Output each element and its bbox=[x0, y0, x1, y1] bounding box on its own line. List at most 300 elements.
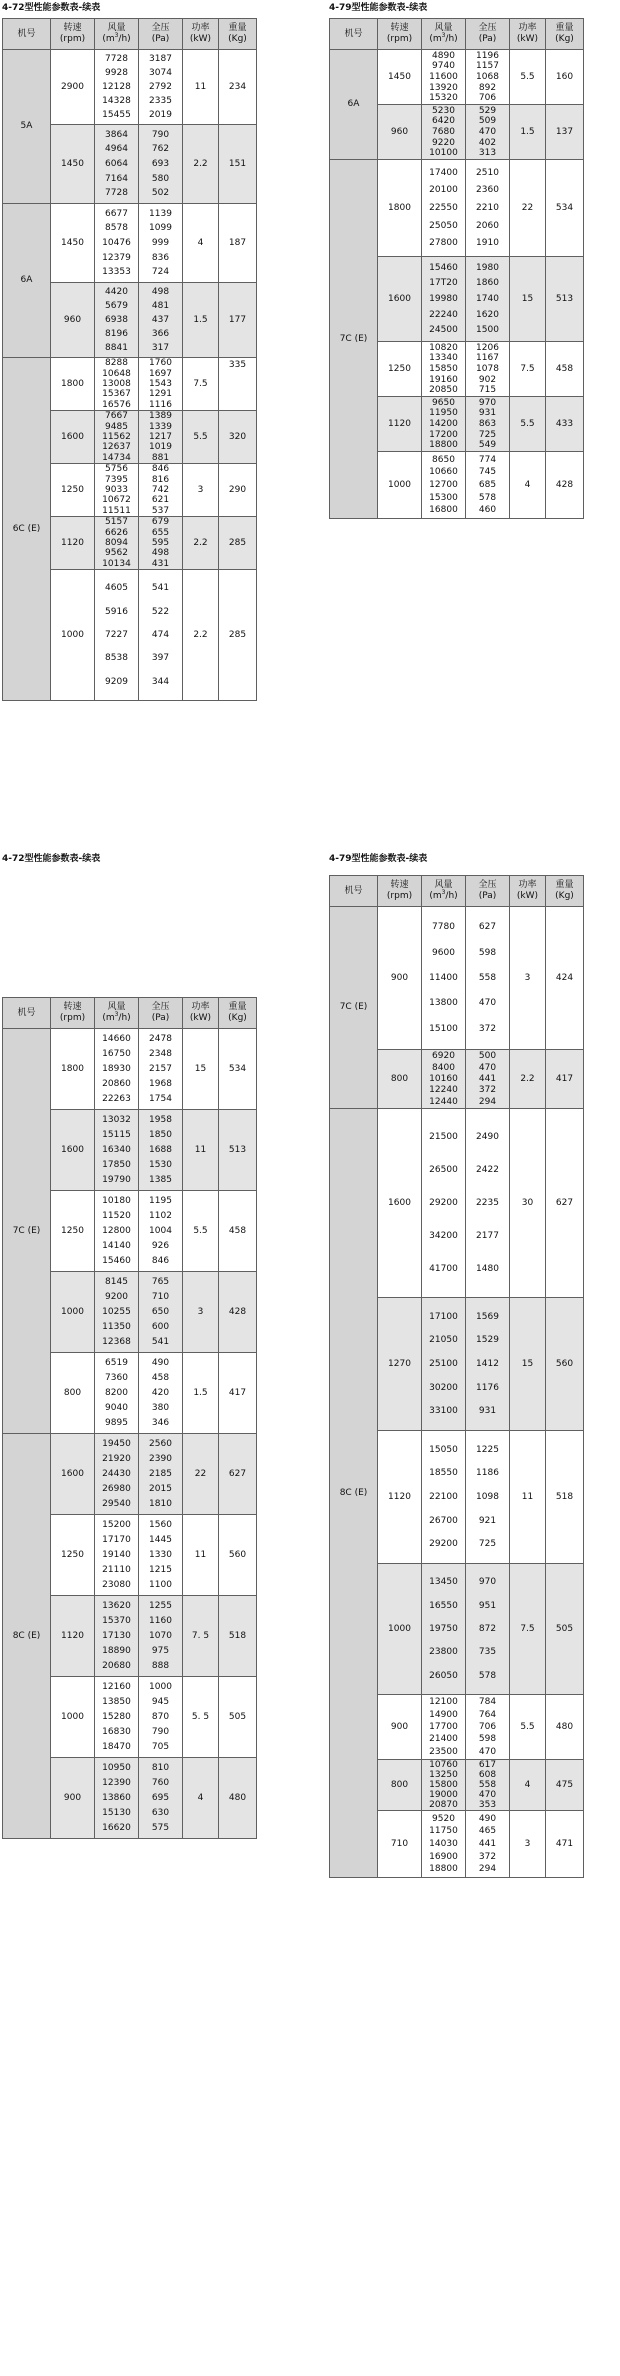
panel-4-79-top bbox=[329, 2, 584, 519]
model-cell: 7C (E) bbox=[3, 1029, 51, 1434]
pressure-value: 1206 bbox=[476, 342, 499, 353]
pressure-cell bbox=[139, 50, 183, 125]
header-power bbox=[510, 876, 546, 907]
weight-cell: 187 bbox=[219, 204, 257, 283]
header-row bbox=[330, 19, 584, 50]
pressure-value: 1160 bbox=[149, 1616, 172, 1626]
header-label: 全压 bbox=[151, 23, 170, 33]
header-flow bbox=[422, 19, 466, 50]
power-cell: 4 bbox=[510, 452, 546, 519]
pressure-value: 366 bbox=[151, 329, 170, 339]
pressure-values bbox=[139, 1677, 182, 1757]
flow-cell bbox=[422, 1760, 466, 1811]
header-unit: (Kg) bbox=[555, 34, 574, 44]
pressure-value: 921 bbox=[478, 1515, 497, 1526]
panel-title: 4-72型性能参数表-续表 bbox=[2, 3, 101, 13]
flow-value: 15460 bbox=[102, 1256, 131, 1266]
header-unit: /h) bbox=[118, 34, 131, 44]
speed-row bbox=[330, 1109, 584, 1298]
flow-value: 17200 bbox=[429, 429, 458, 440]
pressure-values bbox=[466, 50, 509, 104]
flow-cell bbox=[95, 283, 139, 358]
pressure-value: 945 bbox=[151, 1697, 170, 1707]
pressure-value: 458 bbox=[151, 1373, 170, 1383]
pressure-value: 1139 bbox=[149, 208, 172, 219]
flow-value: 17130 bbox=[102, 1631, 131, 1641]
pressure-cell bbox=[139, 1596, 183, 1677]
pressure-value: 706 bbox=[478, 1721, 497, 1732]
flow-value: 10660 bbox=[429, 467, 458, 478]
pressure-values bbox=[466, 1564, 509, 1694]
pressure-values bbox=[139, 1515, 182, 1595]
flow-values bbox=[95, 204, 138, 282]
weight-cell: 417 bbox=[546, 1050, 584, 1109]
model-cell: 6C (E) bbox=[3, 358, 51, 701]
pressure-value: 846 bbox=[151, 464, 170, 475]
flow-value: 9895 bbox=[105, 1418, 128, 1428]
flow-value: 15460 bbox=[429, 262, 458, 273]
flow-value: 10672 bbox=[102, 495, 131, 506]
flow-value: 23500 bbox=[429, 1746, 458, 1757]
pressure-value: 679 bbox=[151, 517, 170, 528]
flow-value: 18890 bbox=[102, 1646, 131, 1656]
weight-cell: 177 bbox=[219, 283, 257, 358]
flow-value: 14140 bbox=[102, 1241, 131, 1251]
pressure-value: 790 bbox=[151, 129, 170, 140]
flow-value: 7395 bbox=[105, 474, 128, 485]
flow-value: 15100 bbox=[429, 1023, 458, 1034]
flow-value: 9740 bbox=[432, 61, 455, 72]
speed-cell: 800 bbox=[378, 1050, 422, 1109]
header-unit: /h) bbox=[445, 891, 458, 901]
pressure-value: 541 bbox=[151, 583, 170, 594]
pressure-value: 2060 bbox=[476, 220, 499, 231]
pressure-values bbox=[466, 1760, 509, 1810]
pressure-value: 655 bbox=[151, 527, 170, 538]
speed-cell: 1000 bbox=[378, 1564, 422, 1695]
pressure-values bbox=[466, 1695, 509, 1759]
flow-value: 15280 bbox=[102, 1712, 131, 1722]
header-pressure bbox=[466, 19, 510, 50]
pressure-value: 470 bbox=[478, 1746, 497, 1757]
pressure-value: 420 bbox=[151, 1388, 170, 1398]
pressure-value: 465 bbox=[478, 1826, 497, 1837]
pressure-value: 509 bbox=[478, 116, 497, 127]
flow-value: 10100 bbox=[429, 148, 458, 159]
flow-value: 14734 bbox=[102, 452, 131, 463]
weight-cell: 627 bbox=[546, 1109, 584, 1298]
pressure-value: 2210 bbox=[476, 202, 499, 213]
flow-value: 25100 bbox=[429, 1358, 458, 1369]
pressure-values bbox=[139, 464, 182, 516]
weight-cell: 505 bbox=[546, 1564, 584, 1695]
power-cell: 7.5 bbox=[183, 358, 219, 411]
pressure-value: 1217 bbox=[149, 431, 172, 442]
speed-cell: 1600 bbox=[51, 411, 95, 464]
flow-value: 11350 bbox=[102, 1322, 131, 1332]
pressure-cell bbox=[139, 204, 183, 283]
flow-values bbox=[95, 283, 138, 357]
pressure-value: 627 bbox=[478, 922, 497, 933]
pressure-value: 1620 bbox=[476, 309, 499, 320]
flow-value: 5916 bbox=[105, 606, 128, 617]
pressure-value: 892 bbox=[478, 82, 497, 93]
flow-value: 11600 bbox=[429, 71, 458, 82]
speed-cell: 1250 bbox=[51, 1515, 95, 1596]
pressure-value: 1196 bbox=[476, 50, 499, 61]
pressure-value: 735 bbox=[478, 1647, 497, 1658]
pressure-cell bbox=[466, 1695, 510, 1760]
power-cell: 5.5 bbox=[510, 1695, 546, 1760]
model-cell: 7C (E) bbox=[330, 160, 378, 519]
pressure-values bbox=[139, 1353, 182, 1433]
pressure-value: 490 bbox=[151, 1358, 170, 1368]
power-cell: 2.2 bbox=[183, 125, 219, 204]
speed-cell: 1000 bbox=[51, 1272, 95, 1353]
flow-values bbox=[422, 1811, 465, 1877]
pressure-value: 1500 bbox=[476, 325, 499, 336]
flow-values bbox=[422, 1564, 465, 1694]
flow-value: 5679 bbox=[105, 301, 128, 311]
pressure-cell bbox=[466, 1298, 510, 1431]
flow-values bbox=[422, 257, 465, 341]
pressure-value: 2510 bbox=[476, 167, 499, 178]
power-cell: 15 bbox=[183, 1029, 219, 1110]
flow-values bbox=[95, 125, 138, 203]
speed-cell: 1800 bbox=[51, 1029, 95, 1110]
pressure-value: 2422 bbox=[476, 1165, 499, 1175]
flow-values bbox=[95, 517, 138, 569]
flow-value: 13850 bbox=[102, 1697, 131, 1707]
header-model bbox=[3, 19, 51, 50]
flow-values bbox=[95, 358, 138, 410]
pressure-value: 470 bbox=[478, 998, 497, 1009]
power-cell: 1.5 bbox=[183, 1353, 219, 1434]
flow-value: 7164 bbox=[105, 173, 128, 184]
header-unit: (Kg) bbox=[228, 1013, 247, 1023]
header-row bbox=[330, 876, 584, 907]
flow-value: 6519 bbox=[105, 1358, 128, 1368]
pressure-value: 1850 bbox=[149, 1130, 172, 1140]
pressure-value: 2390 bbox=[149, 1454, 172, 1464]
flow-value: 26980 bbox=[102, 1484, 131, 1494]
flow-value: 21110 bbox=[102, 1565, 131, 1575]
header-label: 全压 bbox=[478, 880, 497, 890]
flow-value: 23800 bbox=[429, 1647, 458, 1658]
flow-value: 29200 bbox=[429, 1539, 458, 1550]
pressure-value: 2360 bbox=[476, 185, 499, 196]
pressure-cell bbox=[466, 907, 510, 1050]
panel-4-79-bottom bbox=[329, 853, 584, 1878]
pressure-value: 1412 bbox=[476, 1358, 499, 1369]
header-unit: (Pa) bbox=[151, 34, 170, 44]
flow-value: 10950 bbox=[102, 1763, 131, 1773]
flow-cell bbox=[95, 1110, 139, 1191]
pressure-value: 470 bbox=[478, 1062, 497, 1073]
flow-value: 22550 bbox=[429, 202, 458, 213]
flow-value: 12240 bbox=[429, 1085, 458, 1096]
power-cell: 1.5 bbox=[183, 283, 219, 358]
header-label: 功率 bbox=[191, 23, 210, 33]
header-pressure bbox=[139, 998, 183, 1029]
speed-row bbox=[3, 358, 257, 411]
pressure-value: 1910 bbox=[476, 238, 499, 249]
pressure-values bbox=[466, 160, 509, 256]
pressure-values bbox=[139, 1029, 182, 1109]
pressure-value: 725 bbox=[478, 1539, 497, 1550]
flow-value: 11511 bbox=[102, 505, 131, 516]
flow-value: 9928 bbox=[105, 68, 128, 78]
flow-value: 10134 bbox=[102, 558, 131, 569]
pressure-value: 745 bbox=[478, 467, 497, 478]
header-speed bbox=[51, 998, 95, 1029]
pressure-value: 1385 bbox=[149, 1175, 172, 1185]
flow-value: 13032 bbox=[102, 1115, 131, 1125]
speed-cell: 960 bbox=[378, 105, 422, 160]
flow-values bbox=[95, 1758, 138, 1838]
flow-value: 13008 bbox=[102, 378, 131, 389]
flow-value: 19980 bbox=[429, 293, 458, 304]
flow-values bbox=[422, 1431, 465, 1563]
flow-value: 11520 bbox=[102, 1211, 131, 1221]
flow-value: 12390 bbox=[102, 1778, 131, 1788]
flow-value: 26500 bbox=[429, 1165, 458, 1175]
speed-cell: 1000 bbox=[51, 1677, 95, 1758]
flow-value: 6420 bbox=[432, 116, 455, 127]
pressure-value: 1167 bbox=[476, 353, 499, 364]
header-unit: /h) bbox=[445, 34, 458, 44]
pressure-value: 872 bbox=[478, 1623, 497, 1634]
flow-value: 22263 bbox=[102, 1094, 131, 1104]
header-power bbox=[183, 19, 219, 50]
flow-value: 13800 bbox=[429, 998, 458, 1009]
header-label: 风量 bbox=[434, 880, 453, 890]
pressure-values bbox=[466, 1811, 509, 1877]
pressure-value: 490 bbox=[478, 1813, 497, 1824]
pressure-value: 500 bbox=[478, 1051, 497, 1062]
pressure-value: 474 bbox=[151, 629, 170, 640]
pressure-value: 1004 bbox=[149, 1226, 172, 1236]
header-speed bbox=[378, 876, 422, 907]
flow-value: 7667 bbox=[105, 411, 128, 422]
power-cell: 22 bbox=[183, 1434, 219, 1515]
flow-value: 7227 bbox=[105, 629, 128, 640]
pressure-value: 774 bbox=[478, 454, 497, 465]
flow-values bbox=[95, 1191, 138, 1271]
speed-cell: 710 bbox=[378, 1811, 422, 1878]
flow-value: 18930 bbox=[102, 1064, 131, 1074]
flow-value: 17100 bbox=[429, 1311, 458, 1322]
power-cell: 2.2 bbox=[510, 1050, 546, 1109]
pressure-value: 693 bbox=[151, 158, 170, 169]
flow-cell bbox=[422, 342, 466, 397]
pressure-value: 784 bbox=[478, 1697, 497, 1708]
panel-4-72-top bbox=[2, 2, 257, 701]
pressure-value: 2185 bbox=[149, 1469, 172, 1479]
header-model bbox=[3, 998, 51, 1029]
flow-cell bbox=[95, 1191, 139, 1272]
pressure-value: 1529 bbox=[476, 1335, 499, 1346]
header-speed bbox=[51, 19, 95, 50]
flow-value: 21050 bbox=[429, 1335, 458, 1346]
flow-values bbox=[422, 452, 465, 518]
header-label: 全压 bbox=[478, 23, 497, 33]
flow-value: 8288 bbox=[105, 358, 128, 369]
pressure-value: 1255 bbox=[149, 1601, 172, 1611]
pressure-values bbox=[139, 125, 182, 203]
flow-value: 20680 bbox=[102, 1661, 131, 1671]
flow-value: 34200 bbox=[429, 1231, 458, 1241]
header-unit-sup: 3 bbox=[114, 32, 119, 39]
flow-values bbox=[95, 1353, 138, 1433]
header-unit-sup: 3 bbox=[441, 32, 446, 39]
pressure-value: 2348 bbox=[149, 1049, 172, 1059]
speed-row bbox=[330, 160, 584, 257]
pressure-value: 902 bbox=[478, 374, 497, 385]
pressure-value: 1000 bbox=[149, 1682, 172, 1692]
flow-value: 13620 bbox=[102, 1601, 131, 1611]
pressure-value: 926 bbox=[151, 1241, 170, 1251]
flow-cell bbox=[422, 1431, 466, 1564]
pressure-value: 2490 bbox=[476, 1132, 499, 1142]
header-unit: (rpm) bbox=[386, 34, 413, 44]
pressure-value: 372 bbox=[478, 1023, 497, 1034]
flow-values bbox=[422, 1760, 465, 1810]
pressure-value: 2478 bbox=[149, 1034, 172, 1044]
flow-value: 9033 bbox=[105, 484, 128, 495]
header-flow bbox=[95, 998, 139, 1029]
pressure-value: 715 bbox=[478, 385, 497, 396]
flow-cell bbox=[422, 1564, 466, 1695]
header-label: 风量 bbox=[107, 1002, 126, 1012]
flow-value: 27800 bbox=[429, 238, 458, 249]
flow-value: 19790 bbox=[102, 1175, 131, 1185]
pressure-value: 951 bbox=[478, 1600, 497, 1611]
flow-value: 16900 bbox=[429, 1851, 458, 1862]
header-unit: (Pa) bbox=[151, 1013, 170, 1023]
pressure-value: 975 bbox=[151, 1646, 170, 1656]
flow-value: 17170 bbox=[102, 1535, 131, 1545]
header-label: 重量 bbox=[228, 1002, 247, 1012]
power-cell: 3 bbox=[183, 464, 219, 517]
flow-value: 26700 bbox=[429, 1515, 458, 1526]
pressure-value: 836 bbox=[151, 252, 170, 263]
pressure-value: 498 bbox=[151, 548, 170, 559]
flow-value: 15370 bbox=[102, 1616, 131, 1626]
flow-value: 14900 bbox=[429, 1709, 458, 1720]
speed-cell: 1250 bbox=[51, 464, 95, 517]
pressure-value: 541 bbox=[151, 1337, 170, 1347]
header-unit: (m bbox=[429, 891, 442, 901]
pressure-value: 397 bbox=[151, 653, 170, 664]
pressure-value: 1100 bbox=[149, 1580, 172, 1590]
weight-cell: 424 bbox=[546, 907, 584, 1050]
pressure-value: 522 bbox=[151, 606, 170, 617]
speed-cell: 1120 bbox=[378, 397, 422, 452]
pressure-cell bbox=[139, 1677, 183, 1758]
flow-value: 16340 bbox=[102, 1145, 131, 1155]
pressure-value: 344 bbox=[151, 676, 170, 687]
pressure-value: 1291 bbox=[149, 389, 172, 400]
header-unit: (rpm) bbox=[59, 34, 86, 44]
flow-value: 12800 bbox=[102, 1226, 131, 1236]
pressure-cell bbox=[466, 1109, 510, 1298]
flow-value: 19160 bbox=[429, 374, 458, 385]
panel-title: 4-72型性能参数表-续表 bbox=[2, 854, 101, 864]
flow-cell bbox=[422, 397, 466, 452]
weight-cell: 234 bbox=[219, 50, 257, 125]
header-flow bbox=[422, 876, 466, 907]
flow-value: 7680 bbox=[432, 126, 455, 137]
speed-cell: 1450 bbox=[378, 50, 422, 105]
header-unit: (Pa) bbox=[478, 891, 497, 901]
flow-value: 15320 bbox=[429, 93, 458, 104]
pressure-value: 1740 bbox=[476, 293, 499, 304]
power-cell: 1.5 bbox=[510, 105, 546, 160]
flow-value: 24500 bbox=[429, 325, 458, 336]
power-cell: 2.2 bbox=[183, 517, 219, 570]
pressure-value: 617 bbox=[478, 1760, 497, 1770]
flow-value: 10648 bbox=[102, 368, 131, 379]
model-cell: 8C (E) bbox=[330, 1109, 378, 1878]
speed-row bbox=[3, 50, 257, 125]
flow-value: 5157 bbox=[105, 517, 128, 528]
flow-value: 4964 bbox=[105, 144, 128, 155]
pressure-value: 3074 bbox=[149, 68, 172, 78]
flow-value: 7780 bbox=[432, 922, 455, 933]
header-label: 重量 bbox=[555, 880, 574, 890]
flow-values bbox=[422, 50, 465, 104]
flow-values bbox=[422, 1695, 465, 1759]
pressure-value: 931 bbox=[478, 408, 497, 419]
speed-cell: 1600 bbox=[378, 257, 422, 342]
pressure-value: 2335 bbox=[149, 96, 172, 106]
pressure-value: 1754 bbox=[149, 1094, 172, 1104]
pressure-value: 294 bbox=[478, 1864, 497, 1875]
pressure-value: 1078 bbox=[476, 363, 499, 374]
pressure-cell bbox=[466, 397, 510, 452]
header-row bbox=[3, 19, 257, 50]
pressure-values bbox=[139, 411, 182, 463]
header-label: 功率 bbox=[191, 1002, 210, 1012]
flow-values bbox=[95, 464, 138, 516]
power-cell: 3 bbox=[510, 1811, 546, 1878]
header-unit-sup: 3 bbox=[441, 889, 446, 896]
panel-title: 4-79型性能参数表-续表 bbox=[329, 3, 428, 13]
flow-cell bbox=[95, 358, 139, 411]
header-model bbox=[330, 876, 378, 907]
pressure-cell bbox=[139, 358, 183, 411]
flow-value: 12160 bbox=[102, 1682, 131, 1692]
flow-value: 33100 bbox=[429, 1406, 458, 1417]
flow-values bbox=[422, 907, 465, 1049]
flow-values bbox=[422, 160, 465, 256]
flow-cell bbox=[95, 570, 139, 701]
flow-value: 20860 bbox=[102, 1079, 131, 1089]
flow-value: 9562 bbox=[105, 548, 128, 559]
pressure-value: 1697 bbox=[149, 368, 172, 379]
flow-value: 13860 bbox=[102, 1793, 131, 1803]
header-power bbox=[183, 998, 219, 1029]
flow-value: 12700 bbox=[429, 479, 458, 490]
pressure-value: 1445 bbox=[149, 1535, 172, 1545]
speed-cell: 1120 bbox=[51, 517, 95, 570]
pressure-cell bbox=[139, 1434, 183, 1515]
flow-value: 8200 bbox=[105, 1388, 128, 1398]
pressure-values bbox=[139, 1758, 182, 1838]
header-unit: (rpm) bbox=[386, 891, 413, 901]
speed-row bbox=[330, 50, 584, 105]
